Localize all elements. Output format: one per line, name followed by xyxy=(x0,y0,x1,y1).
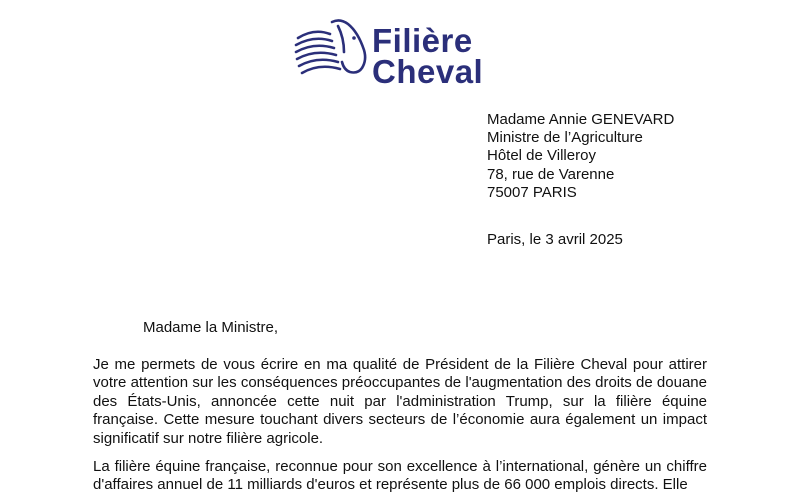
body-paragraph-1: Je me permets de vous écrire en ma qualité de Président de la Filière Cheval pour attirer votre attention sur les conséquences préoccupantes de l'augmentation des droits de douane des États-Unis, annoncée cette nuit par l'administration Trump, sur la filière équine française. Cette mesure touchant divers secteurs de l’économie aura également un impact significatif sur notre filière agricole. xyxy=(93,356,707,447)
horse-head-icon xyxy=(292,16,370,82)
recipient-title: Ministre de l’Agriculture xyxy=(487,129,643,147)
recipient-city: 75007 PARIS xyxy=(487,183,577,201)
recipient-address-block xyxy=(487,111,674,202)
salutation: Madame la Ministre, xyxy=(143,319,279,336)
recipient-name: Madame Annie GENEVARD xyxy=(487,111,675,128)
filiere-cheval-logo xyxy=(292,14,517,90)
logo-text-line-2: Cheval xyxy=(372,53,484,90)
letter-date: Paris, le 3 avril 2025 xyxy=(487,231,623,248)
body-paragraph-2: La filière équine française, reconnue pour son excellence à l’international, génère un chiffre d'affaires annuel de 11 milliards d'euros et représente plus de 66 000 emplois directs. Elle xyxy=(93,458,707,494)
recipient-building: Hôtel de Villeroy xyxy=(487,147,596,165)
logo-text-line-1: Filière xyxy=(372,22,473,59)
recipient-street: 78, rue de Varenne xyxy=(487,165,615,183)
